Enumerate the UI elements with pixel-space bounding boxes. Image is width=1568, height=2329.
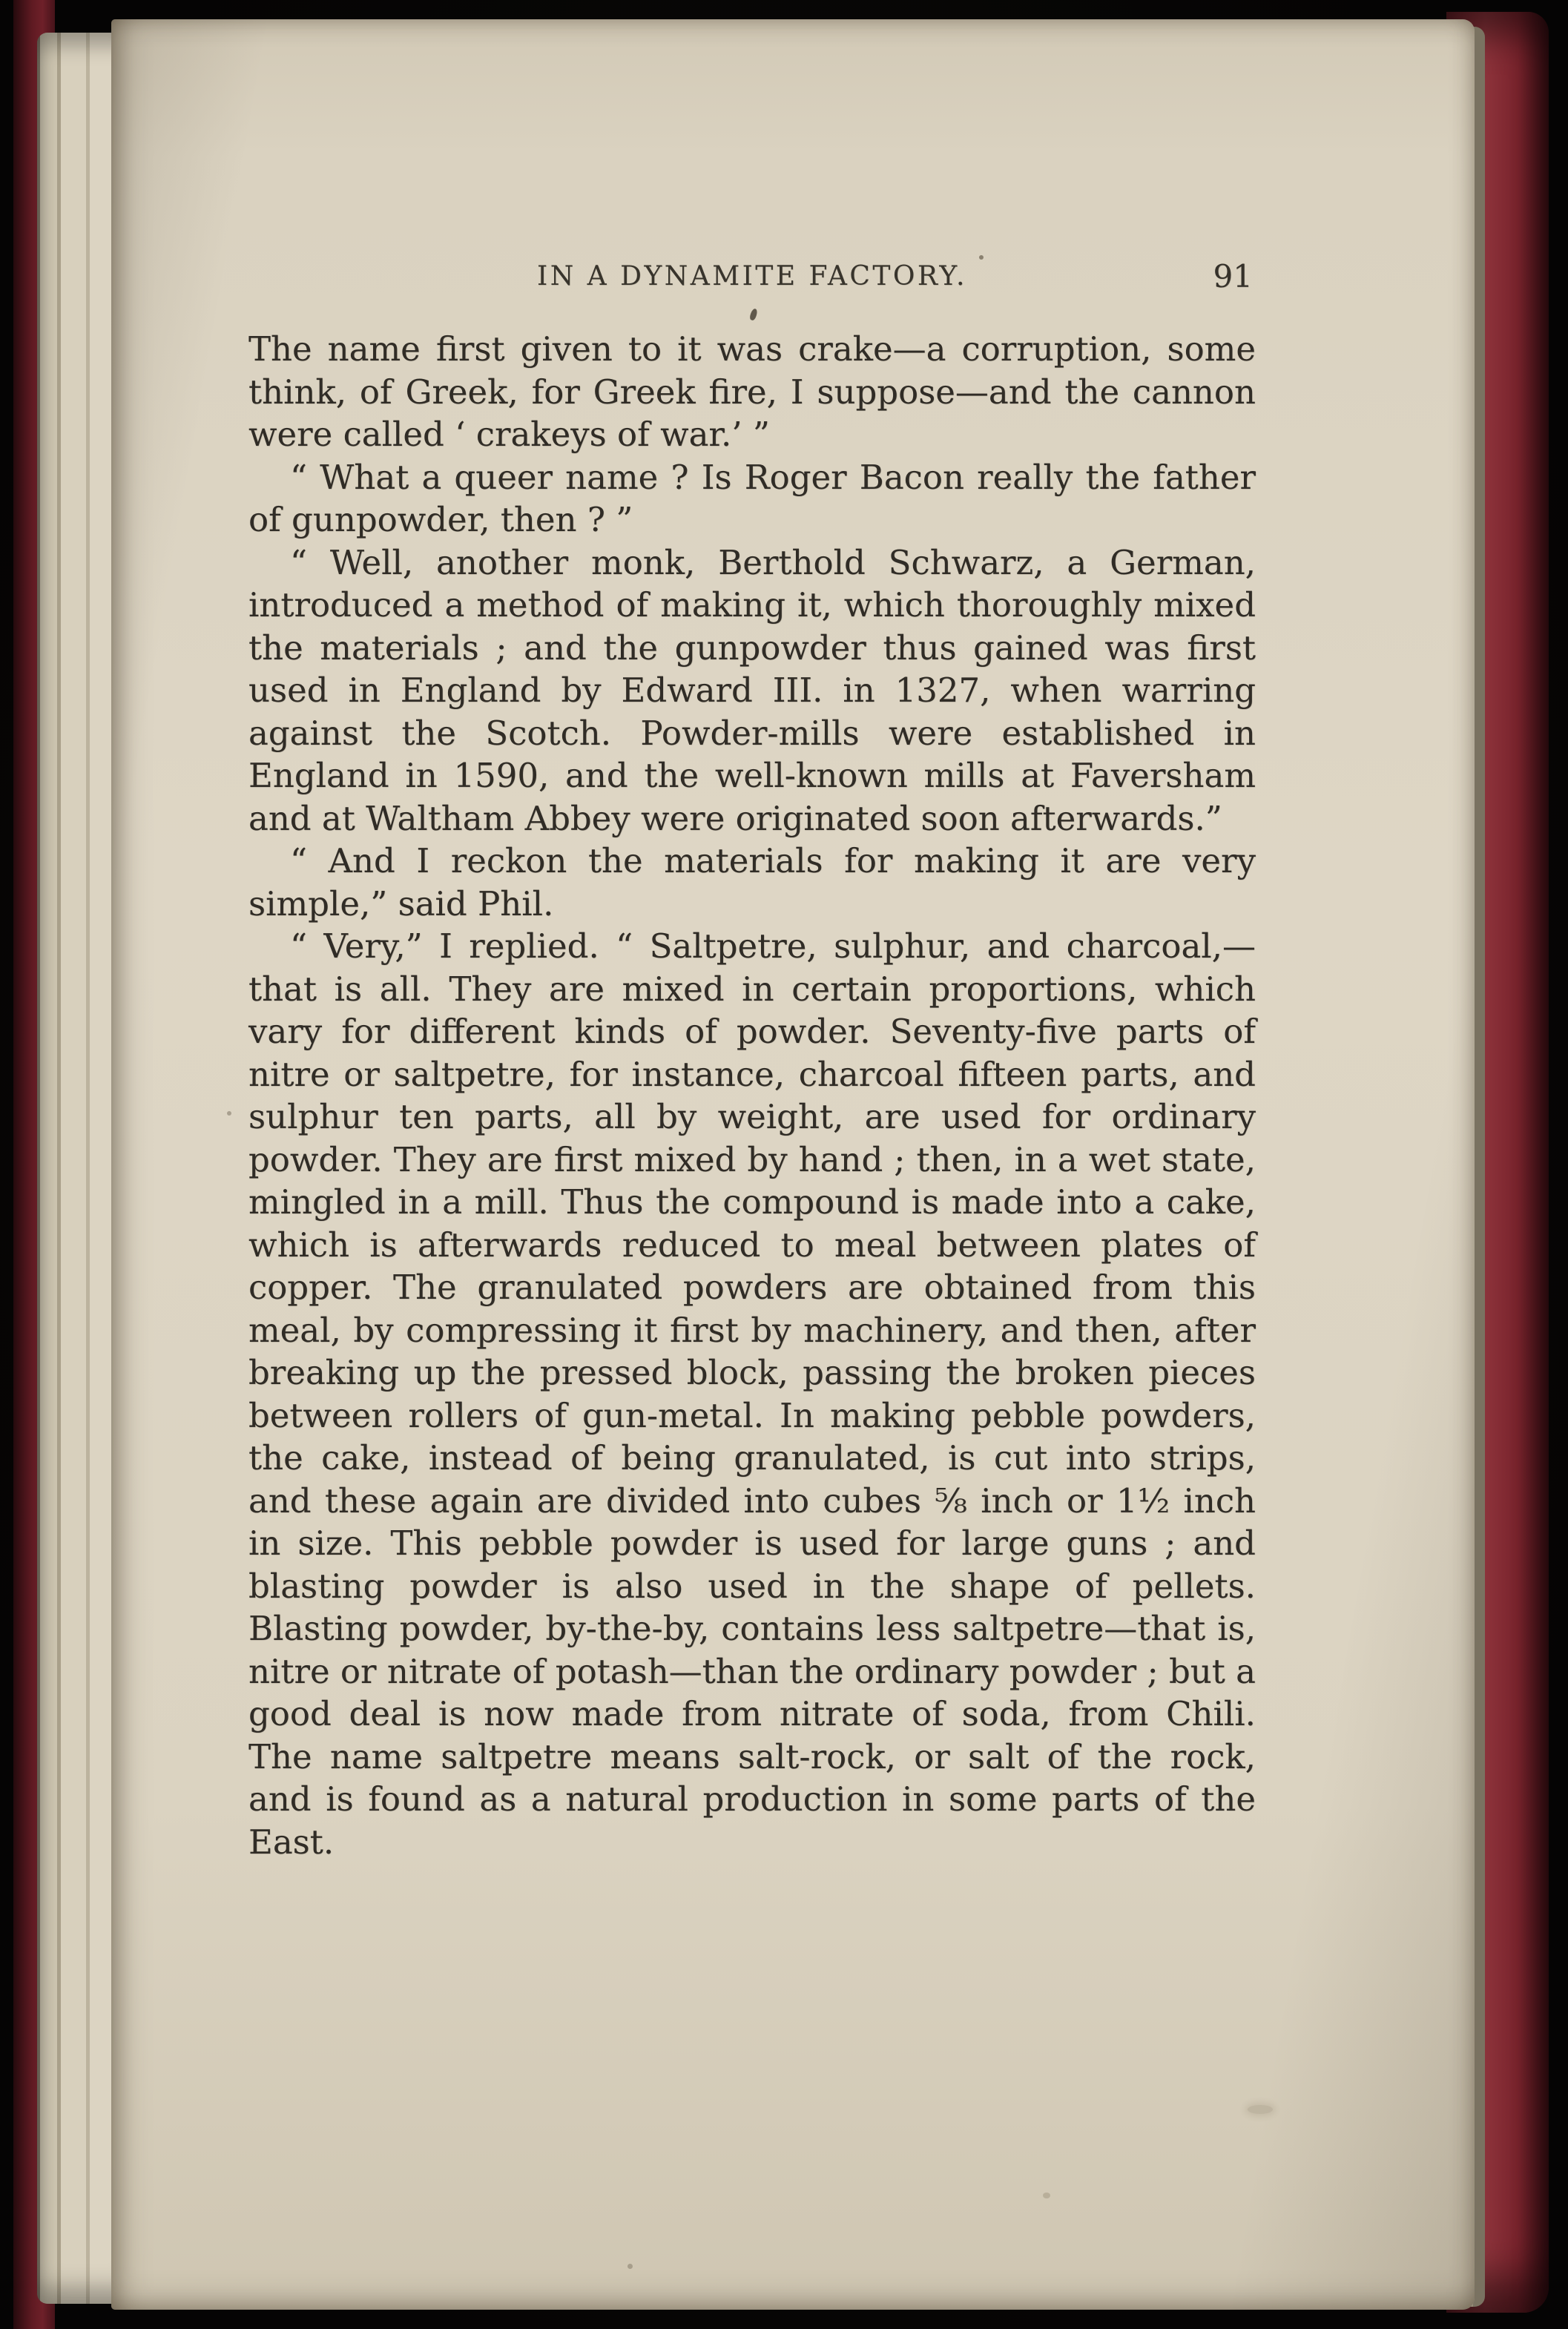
paragraph: “ Well, another monk, Berthold Schwarz, a German, introduced a method of making it, which thoroughly mixed the materials ; and the gunpowder thus gained was first used in England by Edward III. in 1327, when warring against the Scotch. Powder-mills were established in England in 1590, and the well-known mills at Faversham and at Waltham Abbey were originated soon afterwards.” — [248, 542, 1256, 838]
running-header-title: IN A DYNAMITE FACTORY. — [536, 261, 968, 291]
paragraph: The name first given to it was crake—a corruption, some think, of Greek, for Greek fire, I suppose—and the cannon were called ‘ crakeys of war.’ ” — [248, 329, 1256, 454]
paragraph: “ And I reckon the materials for making it are very simple,” said Phil. — [248, 841, 1256, 923]
running-header — [248, 258, 1256, 309]
body-text — [248, 328, 1256, 1863]
book-page — [111, 19, 1475, 2310]
scan-smudge — [1043, 2193, 1050, 2198]
scan-speck — [979, 255, 984, 260]
text-block — [248, 258, 1256, 1863]
paragraph: “ What a queer name ? Is Roger Bacon really the father of gunpowder, then ? ” — [248, 457, 1256, 539]
scan-speck — [227, 1111, 231, 1116]
paragraph: “ Very,” I replied. “ Saltpetre, sulphur, and charcoal,—that is all. They are mixed in certain proportions, which vary for different kinds of powder. Seventy-five parts of nitre or saltpetre, for instance, charcoal fifteen parts, and sulphur ten parts, all by weight, are used for ordinary powder. They are first mixed by hand ; then, in a wet state, mingled in a mill. Thus the compound is made into a cake, which is afterwards reduced to meal between plates of copper. The granulated powders are obtained from this meal, by compressing it first by machinery, and then, after breaking up the pressed block, passing the broken pieces between rollers of gun-metal. In making pebble powders, the cake, instead of being granulated, is cut into strips, and these again are divided into cubes ⅝ inch or 1½ inch in size. This pebble powder is used for large guns ; and blasting powder is also used in the shape of pellets. Blasting powder, by-the-by, contains less saltpetre—that is, nitre or nitrate of potash—than the ordinary powder ; but a good deal is now made from nitrate of soda, from Chili. The name saltpetre means salt-rock, or salt of the rock, and is found as a natural production in some parts of the East. — [248, 926, 1256, 1862]
scan-speck — [627, 2264, 633, 2269]
page-number: 91 — [1213, 258, 1253, 294]
scan-smudge — [1248, 2105, 1273, 2114]
